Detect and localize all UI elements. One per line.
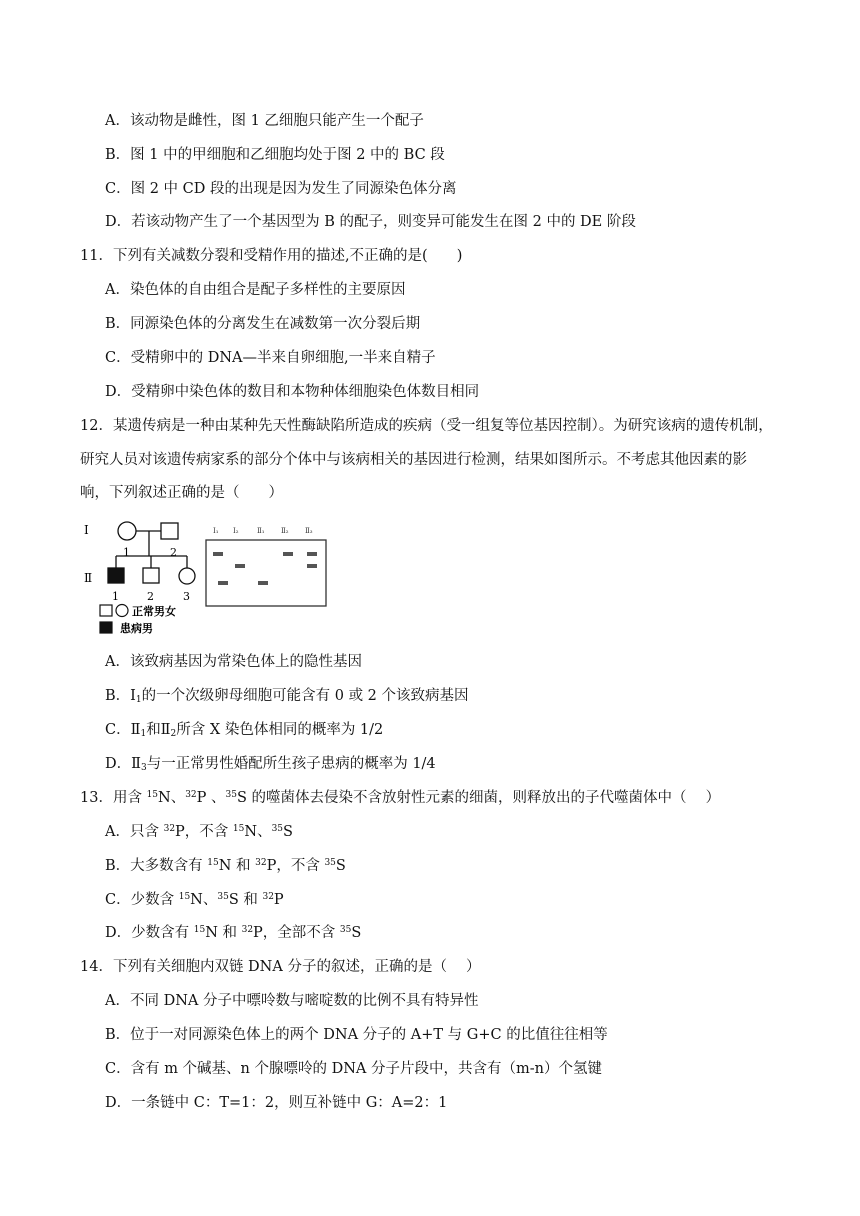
q13-stem: 13．用含 $^{15}$N、$^{32}$P 、$^{35}$S 的噬菌体去侵染不含放射性元素的细菌，则释放出的子代噬菌体中（ ） bbox=[80, 790, 721, 806]
legend-normal-label: 正常男女 bbox=[132, 605, 176, 618]
q12-option-a: A．该致病基因为常染色体上的隐性基因 bbox=[105, 654, 362, 670]
q14-stem: 14．下列有关细胞内双链 DNA 分子的叙述，正确的是（ ） bbox=[80, 959, 481, 975]
legend-affected-male-icon bbox=[100, 622, 112, 633]
pedigree-i2-number: 2 bbox=[170, 546, 177, 559]
lane-label-i1: Ⅰ₁ bbox=[213, 527, 219, 535]
q12-option-d: D．$Ⅱ_3$与一正常男性婚配所生孩子患病的概率为 1/4 bbox=[105, 756, 436, 773]
legend-normal-female-icon bbox=[116, 605, 128, 617]
gel-band bbox=[307, 564, 317, 568]
lane-label-ii3: Ⅱ₃ bbox=[305, 527, 313, 535]
q11-stem: 11．下列有关减数分裂和受精作用的描述,不正确的是( ) bbox=[80, 248, 463, 264]
q11-option-d: D．受精卵中染色体的数目和本物种体细胞染色体数目相同 bbox=[105, 384, 480, 400]
pedigree-i1-number: 1 bbox=[123, 546, 130, 559]
generation-label-ii: Ⅱ bbox=[84, 571, 93, 585]
q13-option-c: C．少数含 $^{15}$N、$^{35}$S 和 $^{32}$P bbox=[105, 892, 284, 908]
pedigree-ii3-female bbox=[179, 568, 195, 584]
q14-option-a: A．不同 DNA 分子中嘌呤数与嘧啶数的比例不具有特异性 bbox=[105, 993, 479, 1009]
lane-label-ii1: Ⅱ₁ bbox=[257, 527, 265, 535]
lane-label-ii2: Ⅱ₂ bbox=[281, 527, 289, 535]
q12-stem-line3: 响，下列叙述正确的是（ ） bbox=[80, 485, 283, 501]
generation-label-i: Ⅰ bbox=[84, 523, 89, 537]
gel-band bbox=[213, 552, 223, 556]
q12-option-b: B．$Ⅰ_1$的一个次级卵母细胞可能含有 0 或 2 个该致病基因 bbox=[105, 688, 469, 705]
q13-option-b: B．大多数含有 $^{15}$N 和 $^{32}$P，不含 $^{35}$S bbox=[105, 858, 346, 874]
q10-option-a: A．该动物是雌性，图 1 乙细胞只能产生一个配子 bbox=[105, 113, 424, 129]
gel-frame bbox=[206, 540, 326, 606]
pedigree-figure bbox=[78, 520, 338, 638]
q10-option-d: D．若该动物产生了一个基因型为 B 的配子，则变异可能发生在图 2 中的 DE 阶段 bbox=[105, 214, 636, 230]
q10-option-c: C．图 2 中 CD 段的出现是因为发生了同源染色体分离 bbox=[105, 181, 457, 197]
gel-band bbox=[258, 581, 268, 585]
q11-option-b: B．同源染色体的分离发生在减数第一次分裂后期 bbox=[105, 316, 421, 332]
gel-band bbox=[307, 552, 317, 556]
q12-option-c: C．$Ⅱ_1$和$Ⅱ_2$所含 X 染色体相同的概率为 1/2 bbox=[105, 722, 384, 739]
lane-label-i2: Ⅰ₂ bbox=[233, 527, 239, 535]
pedigree-ii3-number: 3 bbox=[183, 590, 190, 603]
pedigree-ii2-male bbox=[143, 568, 159, 583]
q10-option-b: B．图 1 中的甲细胞和乙细胞均处于图 2 中的 BC 段 bbox=[105, 147, 445, 163]
pedigree-ii1-number: 1 bbox=[112, 590, 119, 603]
pedigree-ii1-affected-male bbox=[108, 568, 124, 583]
q12-stem-line2: 研究人员对该遗传病家系的部分个体中与该病相关的基因进行检测，结果如图所示。不考虑其他因素的影 bbox=[80, 452, 747, 468]
q13-option-d: D．少数含有 $^{15}$N 和 $^{32}$P，全部不含 $^{35}$S bbox=[105, 925, 362, 941]
q11-option-a: A．染色体的自由组合是配子多样性的主要原因 bbox=[105, 282, 406, 298]
gel-band bbox=[283, 552, 293, 556]
pedigree-ii2-number: 2 bbox=[147, 590, 154, 603]
gel-band bbox=[235, 564, 245, 568]
q11-option-c: C．受精卵中的 DNA—半来自卵细胞,一半来自精子 bbox=[105, 350, 436, 366]
pedigree-i1-female bbox=[118, 522, 136, 540]
q14-option-c: C．含有 m 个碱基、n 个腺嘌呤的 DNA 分子片段中，共含有（m-n）个氢键 bbox=[105, 1061, 602, 1077]
q14-option-d: D．一条链中 C：T=1：2，则互补链中 G：A=2：1 bbox=[105, 1095, 448, 1111]
legend-affected-label: 患病男 bbox=[120, 622, 153, 635]
gel-band bbox=[218, 581, 228, 585]
pedigree-i2-male bbox=[161, 523, 178, 539]
legend-normal-male-icon bbox=[100, 605, 112, 616]
q14-option-b: B．位于一对同源染色体上的两个 DNA 分子的 A+T 与 G+C 的比值往往相等 bbox=[105, 1027, 608, 1043]
q13-option-a: A．只含 $^{32}$P，不含 $^{15}$N、$^{35}$S bbox=[105, 824, 293, 840]
q12-stem-line1: 12．某遗传病是一种由某种先天性酶缺陷所造成的疾病（受一组复等位基因控制）。为研究该病的遗传机制， bbox=[80, 418, 773, 434]
